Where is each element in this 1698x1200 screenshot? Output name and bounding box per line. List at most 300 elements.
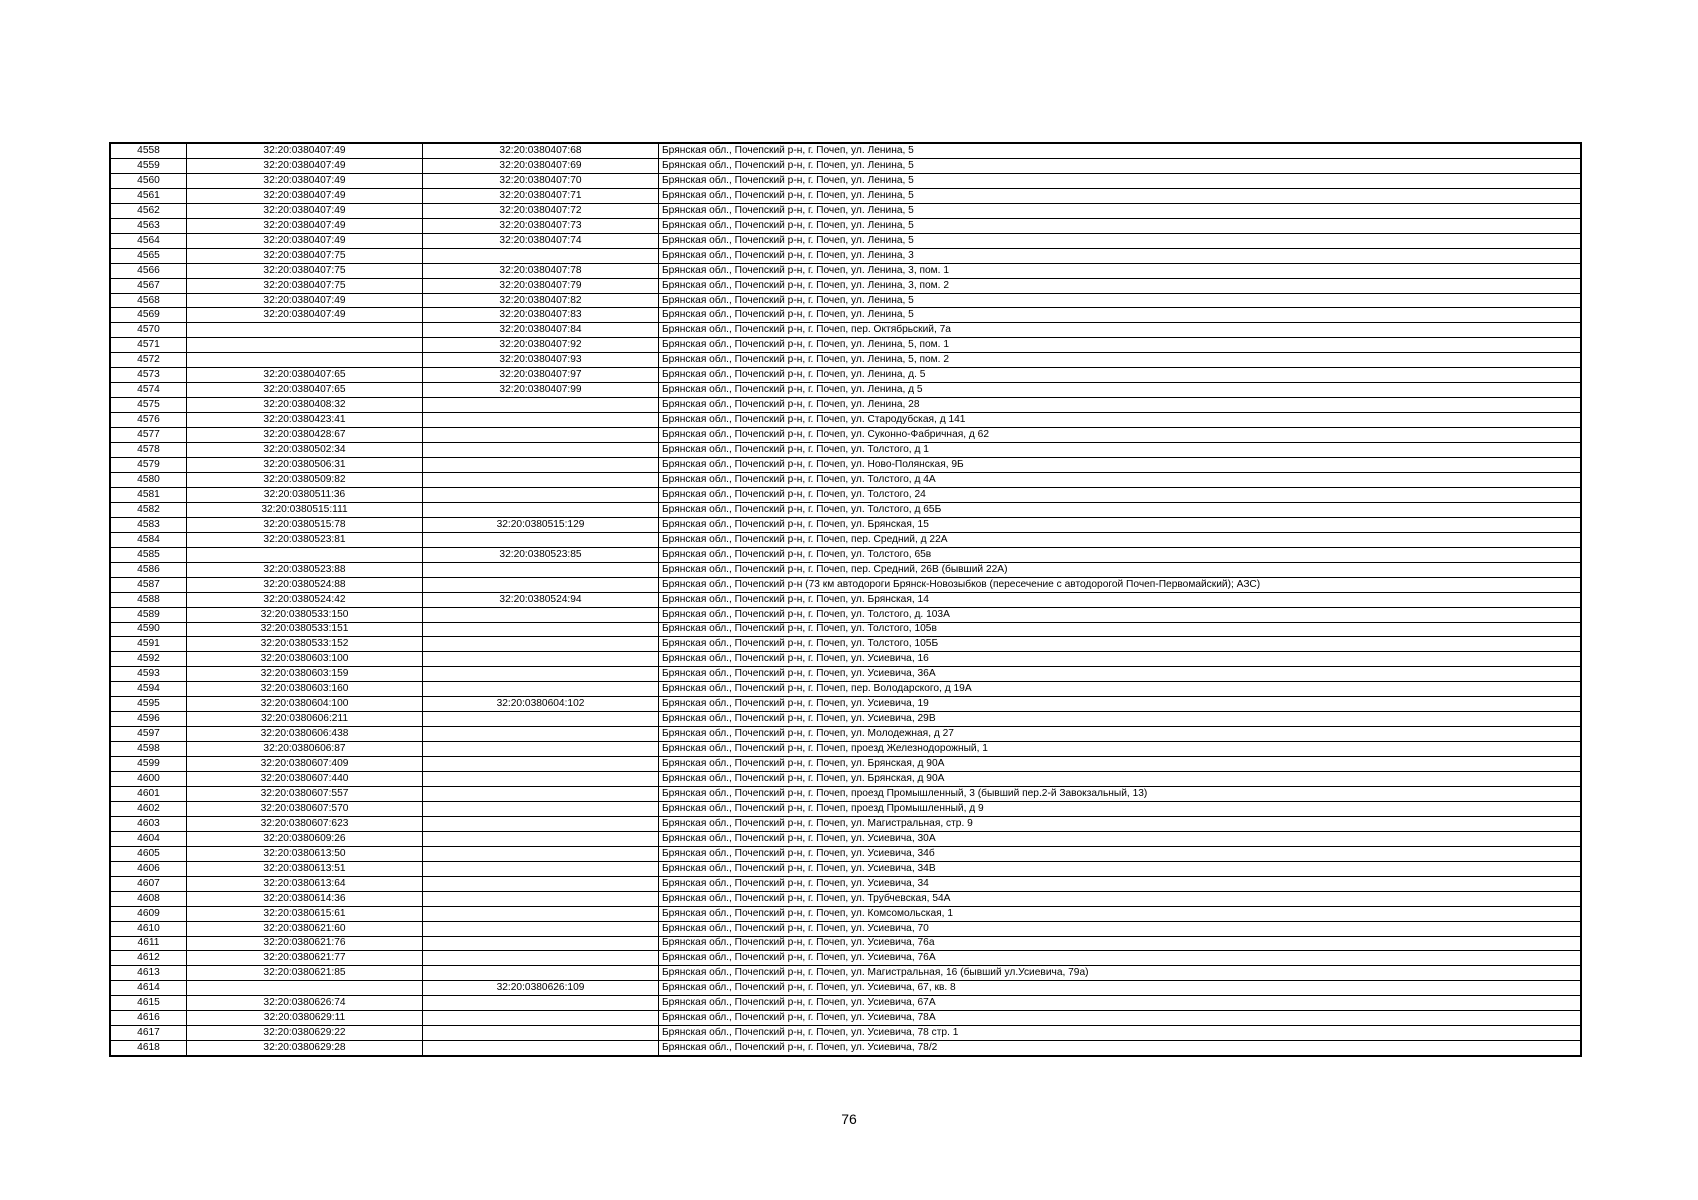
parcel-cadastral-number-cell: 32:20:0380511:36 [187,487,423,502]
object-cadastral-number-cell: 32:20:0380407:99 [423,383,659,398]
parcel-cadastral-number-cell: 32:20:0380603:100 [187,652,423,667]
parcel-cadastral-number-cell: 32:20:0380603:160 [187,682,423,697]
object-cadastral-number-cell: 32:20:0380407:92 [423,338,659,353]
table-row [111,158,1581,173]
object-cadastral-number-cell [423,562,659,577]
object-cadastral-number-cell [423,502,659,517]
parcel-cadastral-number-cell: 32:20:0380606:438 [187,727,423,742]
object-cadastral-number-cell: 32:20:0380407:79 [423,278,659,293]
object-cadastral-number-cell [423,532,659,547]
row-number-cell: 4563 [111,218,187,233]
row-number-cell: 4576 [111,413,187,428]
object-cadastral-number-cell: 32:20:0380407:72 [423,203,659,218]
table-row [111,353,1581,368]
object-cadastral-number-cell [423,413,659,428]
object-cadastral-number-cell: 32:20:0380407:84 [423,323,659,338]
parcel-cadastral-number-cell: 32:20:0380407:49 [187,308,423,323]
parcel-cadastral-number-cell: 32:20:0380607:557 [187,786,423,801]
address-cell: Брянская обл., Почепский р-н, г. Почеп, ул. Магистральная, 16 (бывший ул.Усиевича, 79а) [659,966,1581,981]
table-row [111,966,1581,981]
address-cell: Брянская обл., Почепский р-н, г. Почеп, ул. Молодежная, д 27 [659,727,1581,742]
row-number-cell: 4594 [111,682,187,697]
row-number-cell: 4575 [111,398,187,413]
table-row [111,577,1581,592]
parcel-cadastral-number-cell: 32:20:0380524:42 [187,592,423,607]
parcel-cadastral-number-cell: 32:20:0380407:49 [187,293,423,308]
parcel-cadastral-number-cell: 32:20:0380607:440 [187,772,423,787]
address-cell: Брянская обл., Почепский р-н, г. Почеп, ул. Толстого, д 65Б [659,502,1581,517]
row-number-cell: 4606 [111,861,187,876]
row-number-cell: 4612 [111,951,187,966]
parcel-cadastral-number-cell: 32:20:0380621:76 [187,936,423,951]
address-cell: Брянская обл., Почепский р-н, г. Почеп, ул. Усиевича, 36А [659,667,1581,682]
registry-sheet [110,143,1580,1056]
table-row [111,278,1581,293]
row-number-cell: 4614 [111,981,187,996]
row-number-cell: 4609 [111,906,187,921]
address-cell: Брянская обл., Почепский р-н, г. Почеп, ул. Усиевича, 30А [659,831,1581,846]
address-cell: Брянская обл., Почепский р-н, г. Почеп, ул. Толстого, 24 [659,487,1581,502]
parcel-cadastral-number-cell: 32:20:0380407:49 [187,233,423,248]
row-number-cell: 4573 [111,368,187,383]
object-cadastral-number-cell [423,727,659,742]
address-cell: Брянская обл., Почепский р-н, г. Почеп, ул. Усиевича, 34б [659,846,1581,861]
object-cadastral-number-cell [423,1011,659,1026]
object-cadastral-number-cell: 32:20:0380407:83 [423,308,659,323]
table-row [111,233,1581,248]
table-row [111,173,1581,188]
address-cell: Брянская обл., Почепский р-н, г. Почеп, ул. Усиевича, 76а [659,936,1581,951]
parcel-cadastral-number-cell: 32:20:0380607:570 [187,801,423,816]
address-cell: Брянская обл., Почепский р-н, г. Почеп, ул. Магистральная, стр. 9 [659,816,1581,831]
row-number-cell: 4574 [111,383,187,398]
object-cadastral-number-cell [423,936,659,951]
table-row [111,532,1581,547]
table-row [111,861,1581,876]
parcel-cadastral-number-cell: 32:20:0380607:623 [187,816,423,831]
table-row [111,742,1581,757]
object-cadastral-number-cell [423,1026,659,1041]
parcel-cadastral-number-cell: 32:20:0380614:36 [187,891,423,906]
address-cell: Брянская обл., Почепский р-н, г. Почеп, ул. Усиевича, 78 стр. 1 [659,1026,1581,1041]
table-row [111,144,1581,159]
parcel-cadastral-number-cell: 32:20:0380603:159 [187,667,423,682]
page-number: 76 [841,1111,857,1127]
parcel-cadastral-number-cell: 32:20:0380515:78 [187,517,423,532]
table-row [111,443,1581,458]
object-cadastral-number-cell [423,966,659,981]
table-row [111,801,1581,816]
row-number-cell: 4584 [111,532,187,547]
parcel-cadastral-number-cell: 32:20:0380407:49 [187,173,423,188]
object-cadastral-number-cell [423,682,659,697]
row-number-cell: 4582 [111,502,187,517]
table-row [111,637,1581,652]
parcel-cadastral-number-cell [187,353,423,368]
object-cadastral-number-cell [423,906,659,921]
address-cell: Брянская обл., Почепский р-н, г. Почеп, ул. Ленина, 5 [659,203,1581,218]
row-number-cell: 4615 [111,996,187,1011]
object-cadastral-number-cell [423,996,659,1011]
table-row [111,383,1581,398]
row-number-cell: 4572 [111,353,187,368]
table-row [111,876,1581,891]
address-cell: Брянская обл., Почепский р-н, г. Почеп, ул. Ленина, 3, пом. 2 [659,278,1581,293]
object-cadastral-number-cell [423,876,659,891]
row-number-cell: 4598 [111,742,187,757]
row-number-cell: 4559 [111,158,187,173]
row-number-cell: 4596 [111,712,187,727]
parcel-cadastral-number-cell: 32:20:0380407:75 [187,278,423,293]
object-cadastral-number-cell [423,622,659,637]
address-cell: Брянская обл., Почепский р-н, г. Почеп, проезд Промышленный, 3 (бывший пер.2-й Завокзальный, 13) [659,786,1581,801]
row-number-cell: 4568 [111,293,187,308]
address-cell: Брянская обл., Почепский р-н, г. Почеп, ул. Ленина, 3, пом. 1 [659,263,1581,278]
table-row [111,786,1581,801]
address-cell: Брянская обл., Почепский р-н, г. Почеп, ул. Ленина, 5, пом. 1 [659,338,1581,353]
parcel-cadastral-number-cell: 32:20:0380502:34 [187,443,423,458]
row-number-cell: 4577 [111,428,187,443]
object-cadastral-number-cell: 32:20:0380515:129 [423,517,659,532]
row-number-cell: 4610 [111,921,187,936]
parcel-cadastral-number-cell: 32:20:0380607:409 [187,757,423,772]
table-row [111,592,1581,607]
address-cell: Брянская обл., Почепский р-н, г. Почеп, ул. Брянская, 14 [659,592,1581,607]
address-cell: Брянская обл., Почепский р-н, г. Почеп, ул. Толстого, д. 103А [659,607,1581,622]
address-cell: Брянская обл., Почепский р-н, г. Почеп, ул. Усиевича, 67, кв. 8 [659,981,1581,996]
table-row [111,682,1581,697]
object-cadastral-number-cell: 32:20:0380523:85 [423,547,659,562]
table-row [111,248,1581,263]
parcel-cadastral-number-cell [187,547,423,562]
row-number-cell: 4604 [111,831,187,846]
address-cell: Брянская обл., Почепский р-н (73 км автодороги Брянск-Новозыбков (пересечение с автодорогой Почеп-Первомайский); АЗС) [659,577,1581,592]
parcel-cadastral-number-cell: 32:20:0380621:85 [187,966,423,981]
address-cell: Брянская обл., Почепский р-н, г. Почеп, ул. Ленина, 5 [659,218,1581,233]
table-row [111,996,1581,1011]
object-cadastral-number-cell [423,248,659,263]
table-row [111,697,1581,712]
table-row [111,323,1581,338]
row-number-cell: 4605 [111,846,187,861]
address-cell: Брянская обл., Почепский р-н, г. Почеп, ул. Усиевича, 34 [659,876,1581,891]
address-cell: Брянская обл., Почепский р-н, г. Почеп, ул. Стародубская, д 141 [659,413,1581,428]
address-cell: Брянская обл., Почепский р-н, г. Почеп, ул. Ленина, 5 [659,233,1581,248]
table-row [111,712,1581,727]
row-number-cell: 4567 [111,278,187,293]
object-cadastral-number-cell [423,786,659,801]
address-cell: Брянская обл., Почепский р-н, г. Почеп, ул. Толстого, д 1 [659,443,1581,458]
row-number-cell: 4565 [111,248,187,263]
table-row [111,1026,1581,1041]
table-row [111,622,1581,637]
parcel-cadastral-number-cell: 32:20:0380407:49 [187,158,423,173]
address-cell: Брянская обл., Почепский р-н, г. Почеп, ул. Ленина, 3 [659,248,1581,263]
table-row [111,607,1581,622]
object-cadastral-number-cell: 32:20:0380407:71 [423,188,659,203]
row-number-cell: 4618 [111,1041,187,1056]
row-number-cell: 4589 [111,607,187,622]
address-cell: Брянская обл., Почепский р-н, г. Почеп, ул. Ленина, 28 [659,398,1581,413]
parcel-cadastral-number-cell: 32:20:0380609:26 [187,831,423,846]
row-number-cell: 4602 [111,801,187,816]
address-cell: Брянская обл., Почепский р-н, г. Почеп, ул. Ленина, 5 [659,308,1581,323]
table-row [111,562,1581,577]
row-number-cell: 4586 [111,562,187,577]
row-number-cell: 4608 [111,891,187,906]
row-number-cell: 4561 [111,188,187,203]
parcel-cadastral-number-cell: 32:20:0380606:211 [187,712,423,727]
parcel-cadastral-number-cell: 32:20:0380533:150 [187,607,423,622]
row-number-cell: 4562 [111,203,187,218]
row-number-cell: 4579 [111,458,187,473]
table-row [111,936,1581,951]
row-number-cell: 4593 [111,667,187,682]
object-cadastral-number-cell: 32:20:0380626:109 [423,981,659,996]
parcel-cadastral-number-cell [187,323,423,338]
address-cell: Брянская обл., Почепский р-н, г. Почеп, ул. Толстого, 105Б [659,637,1581,652]
object-cadastral-number-cell [423,428,659,443]
object-cadastral-number-cell [423,846,659,861]
parcel-cadastral-number-cell: 32:20:0380629:22 [187,1026,423,1041]
object-cadastral-number-cell [423,772,659,787]
object-cadastral-number-cell [423,607,659,622]
row-number-cell: 4599 [111,757,187,772]
parcel-cadastral-number-cell: 32:20:0380621:77 [187,951,423,966]
table-row [111,757,1581,772]
table-row [111,981,1581,996]
object-cadastral-number-cell: 32:20:0380604:102 [423,697,659,712]
object-cadastral-number-cell: 32:20:0380407:93 [423,353,659,368]
object-cadastral-number-cell [423,472,659,487]
table-row [111,308,1581,323]
parcel-cadastral-number-cell: 32:20:0380523:88 [187,562,423,577]
row-number-cell: 4581 [111,487,187,502]
object-cadastral-number-cell: 32:20:0380524:94 [423,592,659,607]
table-row [111,472,1581,487]
row-number-cell: 4569 [111,308,187,323]
table-row [111,667,1581,682]
table-row [111,413,1581,428]
table-row [111,487,1581,502]
table-row [111,772,1581,787]
table-row [111,921,1581,936]
object-cadastral-number-cell [423,801,659,816]
object-cadastral-number-cell: 32:20:0380407:97 [423,368,659,383]
table-row [111,293,1581,308]
address-cell: Брянская обл., Почепский р-н, г. Почеп, проезд Промышленный, д 9 [659,801,1581,816]
row-number-cell: 4592 [111,652,187,667]
parcel-cadastral-number-cell: 32:20:0380407:49 [187,203,423,218]
object-cadastral-number-cell: 32:20:0380407:69 [423,158,659,173]
parcel-cadastral-number-cell: 32:20:0380615:61 [187,906,423,921]
object-cadastral-number-cell [423,742,659,757]
address-cell: Брянская обл., Почепский р-н, г. Почеп, ул. Брянская, 15 [659,517,1581,532]
table-row [111,906,1581,921]
row-number-cell: 4617 [111,1026,187,1041]
address-cell: Брянская обл., Почепский р-н, г. Почеп, пер. Октябрьский, 7а [659,323,1581,338]
row-number-cell: 4570 [111,323,187,338]
address-cell: Брянская обл., Почепский р-н, г. Почеп, ул. Ленина, 5 [659,293,1581,308]
table-row [111,517,1581,532]
table-row [111,428,1581,443]
row-number-cell: 4613 [111,966,187,981]
address-cell: Брянская обл., Почепский р-н, г. Почеп, ул. Усиевича, 78А [659,1011,1581,1026]
object-cadastral-number-cell: 32:20:0380407:70 [423,173,659,188]
row-number-cell: 4616 [111,1011,187,1026]
object-cadastral-number-cell [423,816,659,831]
table-row [111,1011,1581,1026]
object-cadastral-number-cell: 32:20:0380407:68 [423,144,659,159]
parcel-cadastral-number-cell: 32:20:0380408:32 [187,398,423,413]
object-cadastral-number-cell [423,652,659,667]
object-cadastral-number-cell [423,487,659,502]
table-row [111,502,1581,517]
table-row [111,1041,1581,1056]
row-number-cell: 4601 [111,786,187,801]
parcel-cadastral-number-cell: 32:20:0380509:82 [187,472,423,487]
row-number-cell: 4566 [111,263,187,278]
address-cell: Брянская обл., Почепский р-н, г. Почеп, ул. Трубчевская, 54А [659,891,1581,906]
row-number-cell: 4580 [111,472,187,487]
object-cadastral-number-cell [423,1041,659,1056]
object-cadastral-number-cell [423,757,659,772]
address-cell: Брянская обл., Почепский р-н, г. Почеп, ул. Ленина, 5 [659,173,1581,188]
row-number-cell: 4588 [111,592,187,607]
address-cell: Брянская обл., Почепский р-н, г. Почеп, ул. Усиевича, 76А [659,951,1581,966]
object-cadastral-number-cell [423,891,659,906]
address-cell: Брянская обл., Почепский р-н, г. Почеп, ул. Толстого, д 4А [659,472,1581,487]
object-cadastral-number-cell [423,667,659,682]
row-number-cell: 4583 [111,517,187,532]
registry-table-body [111,144,1581,1056]
table-row [111,951,1581,966]
row-number-cell: 4600 [111,772,187,787]
address-cell: Брянская обл., Почепский р-н, г. Почеп, ул. Ново-Полянская, 9Б [659,458,1581,473]
table-row [111,547,1581,562]
parcel-cadastral-number-cell: 32:20:0380506:31 [187,458,423,473]
object-cadastral-number-cell [423,951,659,966]
object-cadastral-number-cell [423,712,659,727]
object-cadastral-number-cell: 32:20:0380407:73 [423,218,659,233]
parcel-cadastral-number-cell: 32:20:0380407:49 [187,188,423,203]
row-number-cell: 4595 [111,697,187,712]
address-cell: Брянская обл., Почепский р-н, г. Почеп, ул. Толстого, 65в [659,547,1581,562]
object-cadastral-number-cell [423,443,659,458]
parcel-cadastral-number-cell: 32:20:0380407:65 [187,368,423,383]
parcel-cadastral-number-cell: 32:20:0380523:81 [187,532,423,547]
table-row [111,846,1581,861]
address-cell: Брянская обл., Почепский р-н, г. Почеп, ул. Усиевича, 70 [659,921,1581,936]
parcel-cadastral-number-cell: 32:20:0380407:65 [187,383,423,398]
address-cell: Брянская обл., Почепский р-н, г. Почеп, ул. Ленина, 5, пом. 2 [659,353,1581,368]
table-row [111,188,1581,203]
parcel-cadastral-number-cell: 32:20:0380626:74 [187,996,423,1011]
address-cell: Брянская обл., Почепский р-н, г. Почеп, ул. Усиевича, 19 [659,697,1581,712]
address-cell: Брянская обл., Почепский р-н, г. Почеп, ул. Ленина, д. 5 [659,368,1581,383]
table-row [111,727,1581,742]
object-cadastral-number-cell: 32:20:0380407:78 [423,263,659,278]
parcel-cadastral-number-cell: 32:20:0380629:11 [187,1011,423,1026]
object-cadastral-number-cell [423,458,659,473]
object-cadastral-number-cell [423,577,659,592]
row-number-cell: 4603 [111,816,187,831]
parcel-cadastral-number-cell: 32:20:0380407:49 [187,144,423,159]
parcel-cadastral-number-cell: 32:20:0380515:111 [187,502,423,517]
parcel-cadastral-number-cell: 32:20:0380613:64 [187,876,423,891]
row-number-cell: 4607 [111,876,187,891]
address-cell: Брянская обл., Почепский р-н, г. Почеп, ул. Усиевича, 16 [659,652,1581,667]
table-row [111,368,1581,383]
table-row [111,338,1581,353]
table-row [111,458,1581,473]
parcel-cadastral-number-cell: 32:20:0380621:60 [187,921,423,936]
table-row [111,398,1581,413]
parcel-cadastral-number-cell: 32:20:0380533:152 [187,637,423,652]
parcel-cadastral-number-cell: 32:20:0380604:100 [187,697,423,712]
row-number-cell: 4611 [111,936,187,951]
parcel-cadastral-number-cell [187,981,423,996]
address-cell: Брянская обл., Почепский р-н, г. Почеп, ул. Усиевича, 78/2 [659,1041,1581,1056]
row-number-cell: 4587 [111,577,187,592]
parcel-cadastral-number-cell: 32:20:0380407:75 [187,248,423,263]
row-number-cell: 4564 [111,233,187,248]
address-cell: Брянская обл., Почепский р-н, г. Почеп, пер. Средний, д 22А [659,532,1581,547]
address-cell: Брянская обл., Почепский р-н, г. Почеп, ул. Усиевича, 67А [659,996,1581,1011]
address-cell: Брянская обл., Почепский р-н, г. Почеп, ул. Брянская, д 90А [659,772,1581,787]
address-cell: Брянская обл., Почепский р-н, г. Почеп, ул. Усиевича, 34В [659,861,1581,876]
parcel-cadastral-number-cell: 32:20:0380533:151 [187,622,423,637]
object-cadastral-number-cell: 32:20:0380407:82 [423,293,659,308]
parcel-cadastral-number-cell: 32:20:0380423:41 [187,413,423,428]
address-cell: Брянская обл., Почепский р-н, г. Почеп, проезд Железнодорожный, 1 [659,742,1581,757]
table-row [111,652,1581,667]
address-cell: Брянская обл., Почепский р-н, г. Почеп, ул. Усиевича, 29В [659,712,1581,727]
address-cell: Брянская обл., Почепский р-н, г. Почеп, ул. Комсомольская, 1 [659,906,1581,921]
address-cell: Брянская обл., Почепский р-н, г. Почеп, ул. Брянская, д 90А [659,757,1581,772]
row-number-cell: 4560 [111,173,187,188]
table-row [111,816,1581,831]
address-cell: Брянская обл., Почепский р-н, г. Почеп, пер. Володарского, д 19А [659,682,1581,697]
parcel-cadastral-number-cell [187,338,423,353]
row-number-cell: 4590 [111,622,187,637]
parcel-cadastral-number-cell: 32:20:0380629:28 [187,1041,423,1056]
table-row [111,203,1581,218]
parcel-cadastral-number-cell: 32:20:0380606:87 [187,742,423,757]
row-number-cell: 4571 [111,338,187,353]
row-number-cell: 4591 [111,637,187,652]
row-number-cell: 4558 [111,144,187,159]
registry-table [110,143,1581,1056]
row-number-cell: 4578 [111,443,187,458]
parcel-cadastral-number-cell: 32:20:0380613:51 [187,861,423,876]
address-cell: Брянская обл., Почепский р-н, г. Почеп, ул. Ленина, 5 [659,188,1581,203]
address-cell: Брянская обл., Почепский р-н, г. Почеп, пер. Средний, 26В (бывший 22А) [659,562,1581,577]
object-cadastral-number-cell [423,398,659,413]
address-cell: Брянская обл., Почепский р-н, г. Почеп, ул. Суконно-Фабричная, д 62 [659,428,1581,443]
parcel-cadastral-number-cell: 32:20:0380428:67 [187,428,423,443]
object-cadastral-number-cell: 32:20:0380407:74 [423,233,659,248]
address-cell: Брянская обл., Почепский р-н, г. Почеп, ул. Толстого, 105в [659,622,1581,637]
row-number-cell: 4585 [111,547,187,562]
table-row [111,831,1581,846]
table-row [111,891,1581,906]
object-cadastral-number-cell [423,921,659,936]
address-cell: Брянская обл., Почепский р-н, г. Почеп, ул. Ленина, 5 [659,144,1581,159]
object-cadastral-number-cell [423,637,659,652]
parcel-cadastral-number-cell: 32:20:0380407:49 [187,218,423,233]
row-number-cell: 4597 [111,727,187,742]
